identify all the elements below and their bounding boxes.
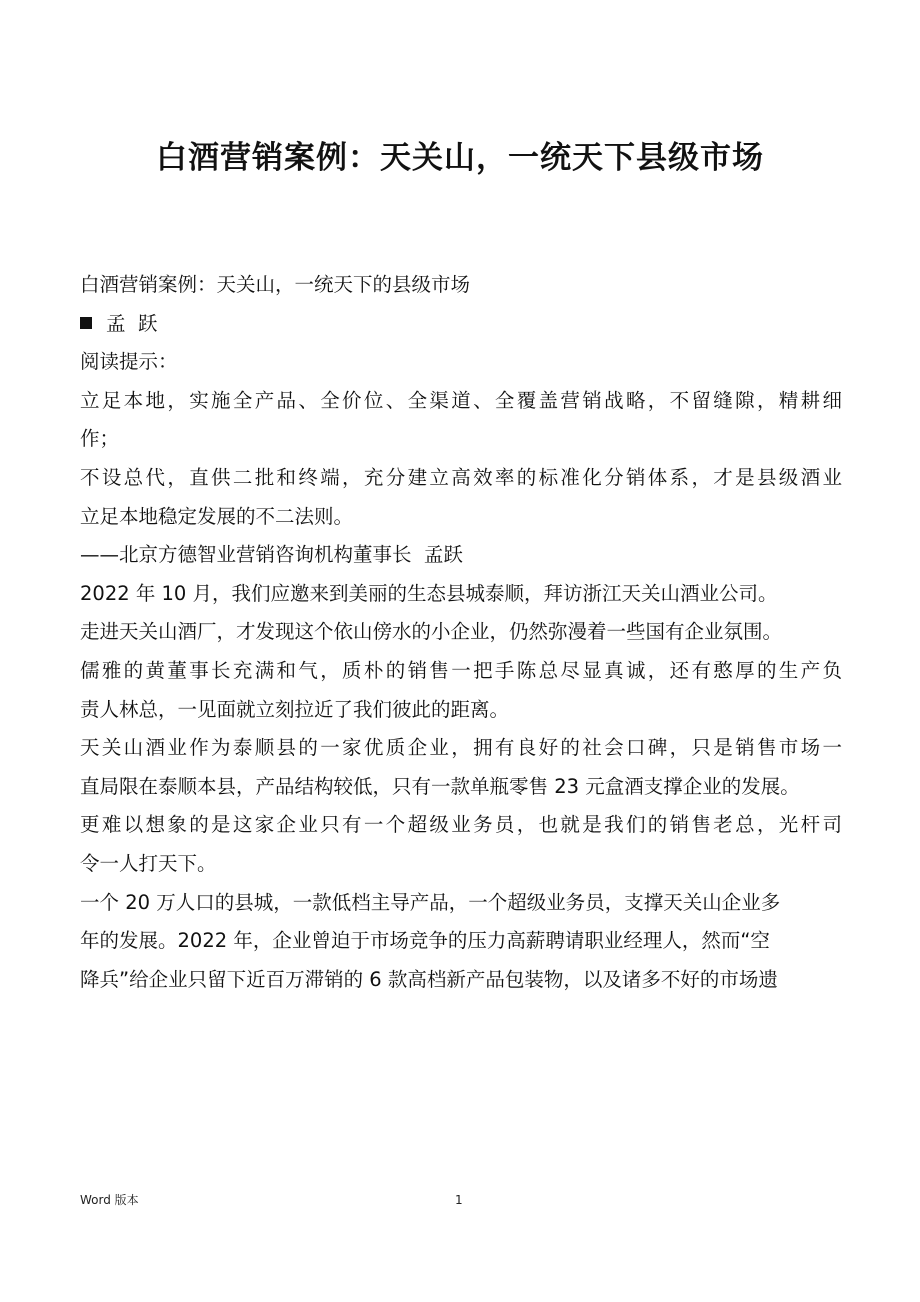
paragraph-line: 更难以想象的是这家企业只有一个超级业务员，也就是我们的销售老总，光杆司 — [80, 813, 842, 837]
paragraph-line: 直局限在泰顺本县，产品结构较低，只有一款单瓶零售 23 元盒酒支撑企业的发展。 — [80, 774, 800, 798]
paragraph-line: 天关山酒业作为泰顺县的一家优质企业，拥有良好的社会口碑，只是销售市场一 — [80, 736, 842, 760]
subtitle-line: 白酒营销案例：天关山，一统天下的县级市场 — [80, 273, 471, 296]
document-body — [80, 266, 842, 999]
reading-tip-label: 阅读提示： — [80, 350, 178, 374]
bullet-square-icon — [80, 317, 92, 329]
signature-line: ——北京方德智业营销咨询机构董事长 孟跃 — [80, 543, 463, 567]
paragraph-line: 令一人打天下。 — [80, 851, 217, 875]
page-number: 1 — [455, 1193, 463, 1207]
paragraph-line: 立足本地稳定发展的不二法则。 — [80, 504, 354, 528]
paragraph-line: 2022 年 10 月，我们应邀来到美丽的生态县城泰顺，拜访浙江天关山酒业公司。 — [80, 581, 778, 605]
paragraph-line: 一个 20 万人口的县城，一款低档主导产品，一个超级业务员，支撑天关山企业多 — [80, 890, 781, 914]
paragraph-line: 走进天关山酒厂，才发现这个依山傍水的小企业，仍然弥漫着一些国有企业氛围。 — [80, 620, 783, 644]
paragraph-line: 儒雅的黄董事长充满和气，质朴的销售一把手陈总尽显真诚，还有憨厚的生产负 — [80, 658, 842, 682]
paragraph-line: 不设总代，直供二批和终端，充分建立高效率的标准化分销体系，才是县级酒业 — [80, 465, 842, 489]
paragraph-line: 作； — [80, 427, 120, 451]
paragraph-line: 降兵”给企业只留下近百万滞销的 6 款高档新产品包装物，以及诸多不好的市场遗 — [80, 967, 778, 991]
paragraph-line: 责人林总，一见面就立刻拉近了我们彼此的距离。 — [80, 697, 510, 721]
footer-label: Word 版本 — [80, 1193, 139, 1207]
author-name: 孟 跃 — [106, 311, 158, 335]
paragraph-line: 立足本地，实施全产品、全价位、全渠道、全覆盖营销战略，不留缝隙，精耕细 — [80, 388, 842, 412]
paragraph-line: 年的发展。2022 年，企业曾迫于市场竞争的压力高薪聘请职业经理人，然而“空 — [80, 929, 770, 953]
author-line — [80, 305, 842, 344]
document-title: 白酒营销案例：天关山，一统天下县级市场 — [156, 140, 764, 176]
